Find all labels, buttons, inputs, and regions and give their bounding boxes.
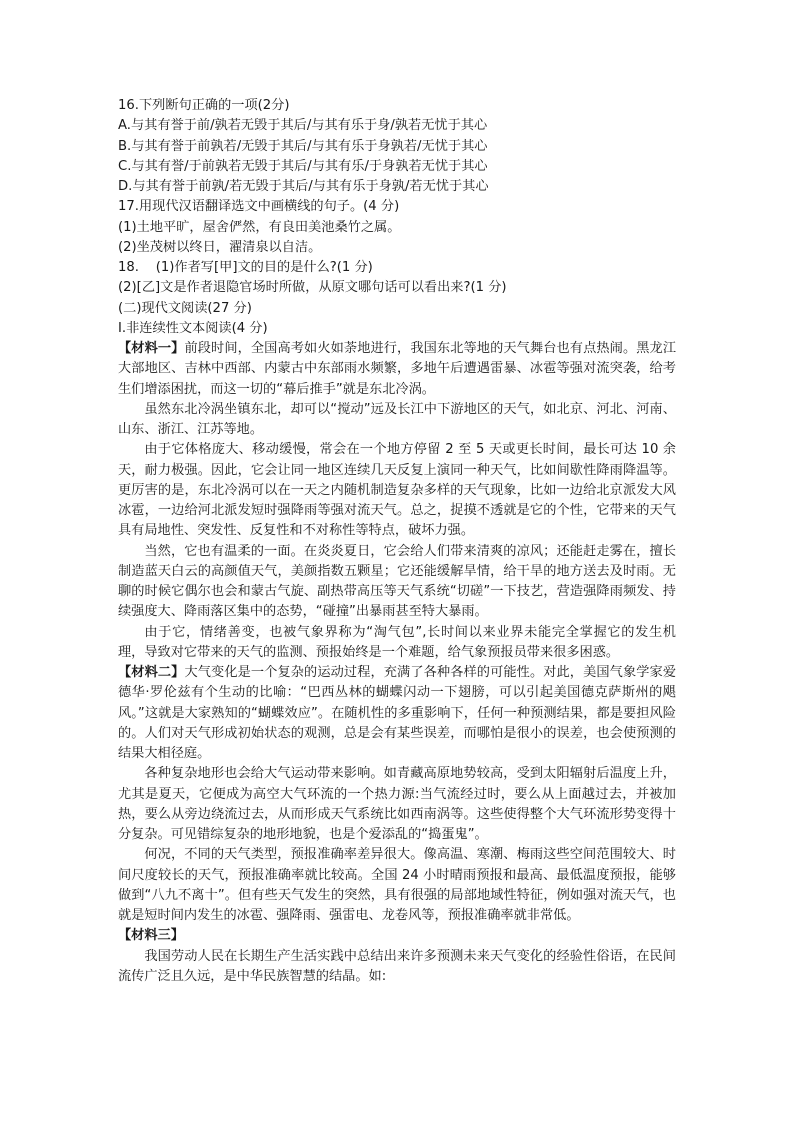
material-1-text-1: 前段时间，全国高考如火如荼地进行，我国东北等地的天气舞台也有点热闹。黑龙江大部地区、吉林中西部、内蒙古中东部雨水频繁，多地午后遭遇雷暴、冰雹等强对流突袭，给考生们增添困扰，而这一切的“幕后推手”就是东北冷涡。 xyxy=(118,341,677,397)
material-2-label: 【材料二】 xyxy=(118,665,185,680)
question-17-item-2: (2)坐茂树以终日，濯清泉以自洁。 xyxy=(118,239,322,255)
material-2-paragraph-1 xyxy=(118,663,676,764)
material-1-paragraph-3: 由于它体格庞大、移动缓慢，常会在一个地方停留 2 至 5 天或更长时间，最长可达 10 余天，耐力极强。因此，它会让同一地区连续几天反复上演同一种天气，比如间歇性降雨降温等。更厉害的是，东北冷涡可以在一天之内随机制造复杂多样的天气现象，比如一边给北京派发大风冰雹，一边给河北派发短时强降雨等强对流天气。总之，捉摸不透就是它的个性，它带来的天气具有局地性、突发性、反复性和不对称性等特点，破坏力强。 xyxy=(118,442,676,539)
material-2-paragraph-3: 何况，不同的天气类型，预报准确率差异很大。像高温、寒潮、梅雨这些空间范围较大、时间尺度较长的天气，预报准确率就比较高。全国 24 小时晴雨预报和最高、最低温度预报，能够做到“八九不离十”。但有些天气发生的突然，具有很强的局部地域性特征，例如强对流天气，也就是短时间内发生的冰雹、强降雨、强雷电、龙卷风等，预报准确率就非常低。 xyxy=(118,847,676,923)
question-18-item-2: (2)[乙]文是作者退隐官场时所做，从原文哪句话可以看出来?(1 分) xyxy=(118,280,507,296)
material-1-label: 【材料一】 xyxy=(118,341,185,356)
question-16-option-b: B.与其有誉于前孰若/无毁于其后/与其有乐于身孰若/无忧于其心 xyxy=(118,138,488,154)
question-16-option-c: C.与其有誉/于前孰若无毁于其后/与其有乐/于身孰若无忧于其心 xyxy=(118,158,488,174)
material-1-paragraph-4: 当然，它也有温柔的一面。在炎炎夏日，它会给人们带来清爽的凉风；还能赶走雾在，擅长制造蓝天白云的高颜值天气，美颜指数五颗星；它还能缓解旱情，给干旱的地方送去及时雨。无聊的时候它偶尔也会和蒙古气旋、副热带高压等天气系统“切磋”一下技艺，营造强降雨频发、持续强度大、降雨落区集中的态势，“碰撞”出暴雨甚至特大暴雨。 xyxy=(118,543,676,620)
material-1-paragraph-5: 由于它，情绪善变，也被气象界称为“淘气包”,长时间以来业界未能完全掌握它的发生机理，导致对它带来的天气的监测、预报始终是一个难题，给气象预报员带来很多困惑。 xyxy=(118,624,676,660)
section-subheading: I.非连续性文本阅读(4 分) xyxy=(118,320,268,336)
material-3-paragraph-1: 我国劳动人民在长期生产生活实践中总结出来许多预测未来天气变化的经验性俗语，在民间流传广泛且久远，是中华民族智慧的结晶。如: xyxy=(118,948,676,984)
material-2-text-1: 大气变化是一个复杂的运动过程，充满了各种各样的可能性。对此，美国气象学家爱德华·罗伦兹有个生动的比喻：“巴西丛林的蝴蝶闪动一下翅膀，可以引起美国德克萨斯州的飓风。”这就是大家熟知的“蝴蝶效应”。在随机性的多重影响下，任何一种预测结果，都是要担风险的。人们对天气形成初始状态的观测，总是会有某些误差，而哪怕是很小的误差，也会使预测的结果大相径庭。 xyxy=(118,665,677,761)
material-1-paragraph-2: 虽然东北冷涡坐镇东北，却可以“搅动”远及长江中下游地区的天气，如北京、河北、河南、山东、浙江、江苏等地。 xyxy=(118,401,676,437)
section-heading: (二)现代文阅读(27 分) xyxy=(118,300,252,316)
question-16-stem: 16.下列断句正确的一项(2分) xyxy=(118,98,290,113)
exam-page xyxy=(118,96,676,987)
material-2-paragraph-2: 各种复杂地形也会给大气运动带来影响。如青藏高原地势较高，受到太阳辐射后温度上升，尤其是夏天，它便成为高空大气环流的一个热力源:当气流经过时，要么从上面越过去，并被加热，要么从旁边绕流过去，从而形成天气系统比如西南涡等。这些使得整个大气环流形势变得十分复杂。可见错综复杂的地形地貌，也是个爱添乱的“捣蛋鬼”。 xyxy=(118,766,676,842)
question-18-item-1: 18. (1)作者写[甲]文的目的是什么?(1 分) xyxy=(118,260,373,275)
question-16-option-d: D.与其有誉于前孰/若无毁于其后/与其有乐于身孰/若无忧于其心 xyxy=(118,179,489,194)
question-16-option-a: A.与其有誉于前/孰若无毁于其后/与其有乐于身/孰若无忧于其心 xyxy=(118,118,488,134)
material-1-paragraph-1 xyxy=(118,339,676,400)
question-17-stem: 17.用现代汉语翻译选文中画横线的句子。(4 分) xyxy=(118,199,400,215)
material-3-label: 【材料三】 xyxy=(118,928,184,944)
question-17-item-1: (1)土地平旷，屋舍俨然，有良田美池桑竹之属。 xyxy=(118,219,401,235)
